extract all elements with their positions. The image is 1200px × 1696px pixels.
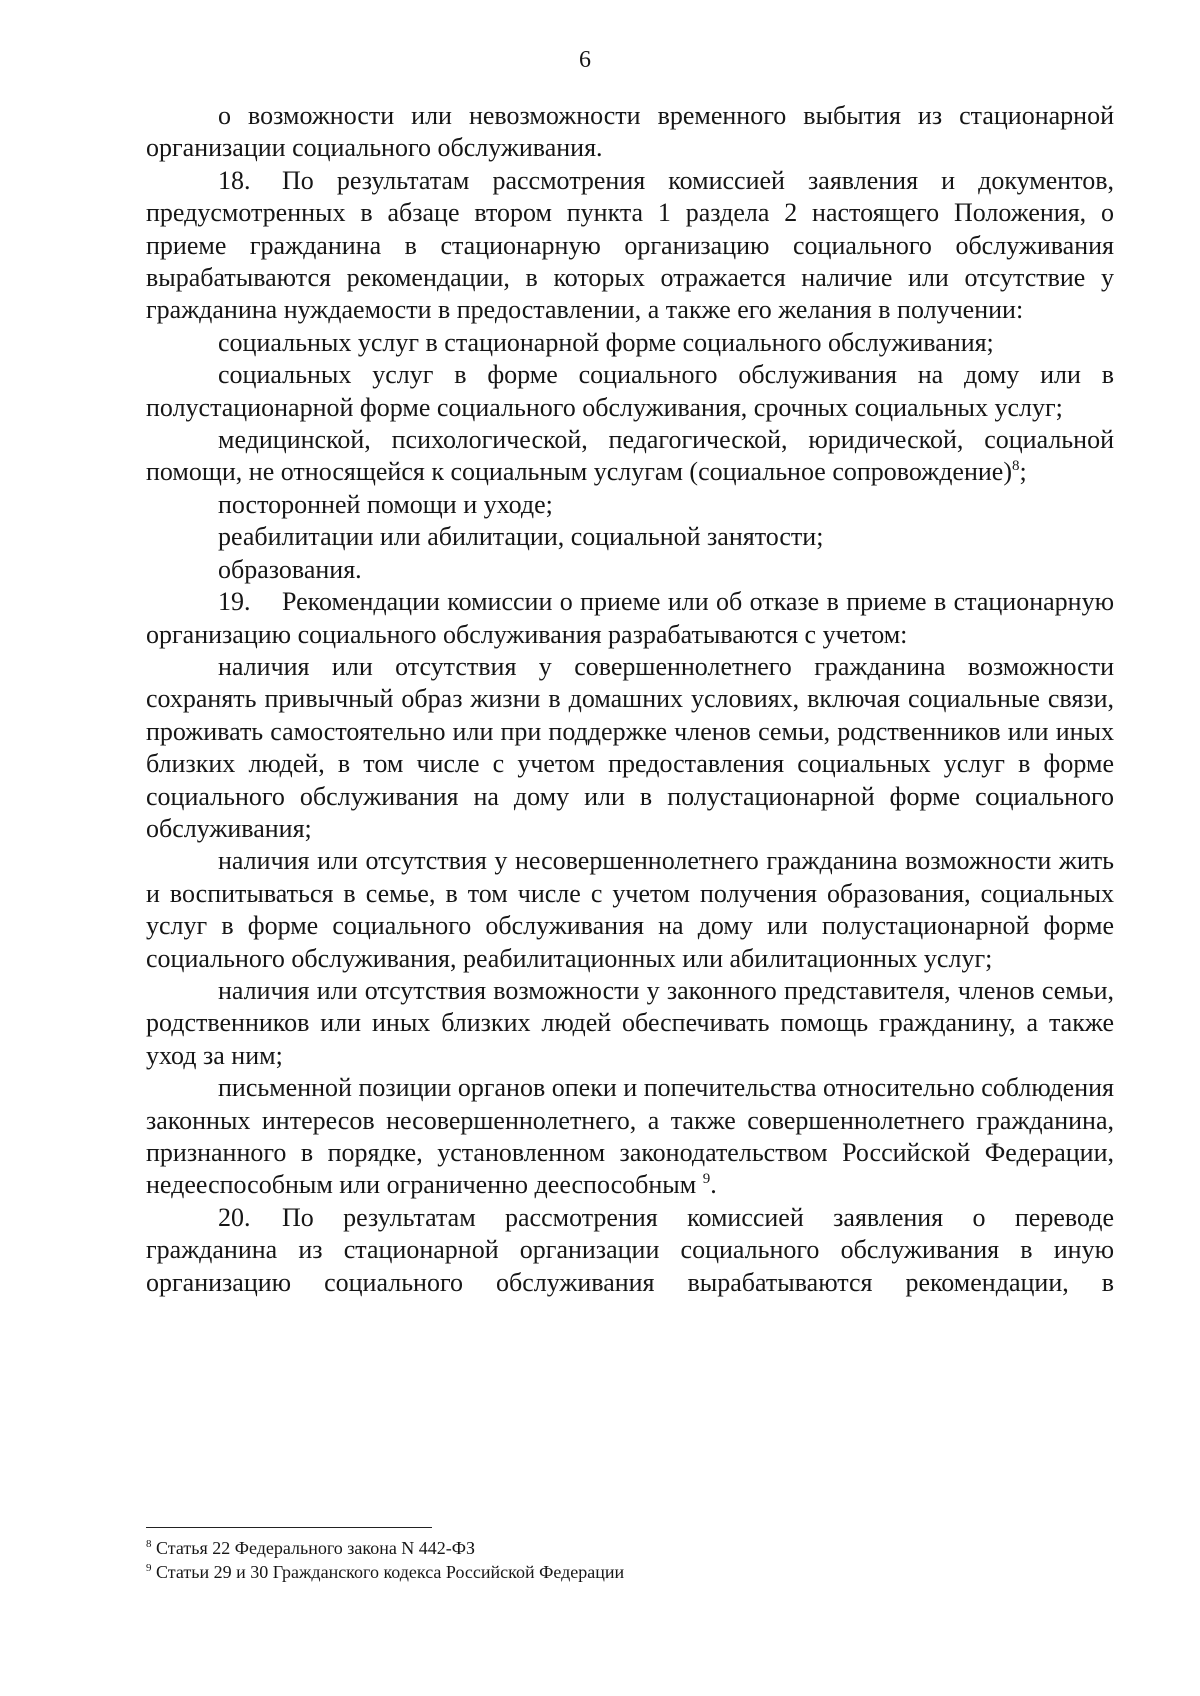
list-item: социальных услуг в форме социального обслуживания на дому или в полустационарной форме социального обслуживания, срочных социальных услуг; [146,360,1114,422]
list-item: реабилитации или абилитации, социальной занятости; [218,522,824,552]
page-number: 6 [579,47,591,73]
footnotes [146,1536,1114,1584]
list-item: образования. [218,554,362,584]
list-item: наличия или отсутствия у несовершеннолетнего гражданина возможности жить и воспитываться в семье, в том числе с учетом получения образования, социальных услуг в форме социального обслуживания на дому или полустационарной форме социального обслуживания, реабилитационных или абилитационных услуг; [146,846,1114,973]
list-item: медицинской, психологической, педагогической, юридической, социальной помощи, не относящейся к социальным услугам (социальное сопровождение)$^8$; [146,425,1114,487]
document-body [146,100,1114,1299]
footnote-mark: 8 [146,1538,152,1550]
footnote-reference: 9 [702,1171,711,1188]
list-item: социальных услуг в стационарной форме социального обслуживания; [218,327,994,357]
footnote-divider [146,1527,432,1528]
footnote-mark: 9 [146,1562,152,1574]
footnote-reference: 8 [1012,458,1020,475]
list-item: письменной позиции органов опеки и попечительства относительно соблюдения законных интересов несовершеннолетнего, а также совершеннолетнего гражданина, признанного в порядке, установленном законодательством Российской Федерации, недееспособным или ограниченно дееспособным $^9$. [146,1073,1114,1200]
paragraph-18: 18. По результатам рассмотрения комиссией заявления и документов, предусмотренных в абзаце втором пункта 1 раздела 2 настоящего Положения, о приеме гражданина в стационарную организацию социального обслуживания вырабатываются рекомендации, в которых отражается наличие или отсутствие у гражданина нуждаемости в предоставлении, а также его желания в получении: [146,165,1114,325]
list-item: посторонней помощи и уходе; [218,489,553,519]
list-item: наличия или отсутствия возможности у законного представителя, членов семьи, родственников или иных близких людей обеспечивать помощь гражданину, а также уход за ним; [146,975,1114,1070]
paragraph-number: 18. [218,165,251,195]
paragraph-number: 19. [218,587,251,617]
paragraph: о возможности или невозможности временного выбытия из стационарной организации социального обслуживания. [146,101,1114,163]
list-item: наличия или отсутствия у совершеннолетнего гражданина возможности сохранять привычный образ жизни в домашних условиях, включая социальные связи, проживать самостоятельно или при поддержке членов семьи, родственников или иных близких людей, в том числе с учетом предоставления социальных услуг в форме социального обслуживания на дому или в полустационарной форме социального обслуживания; [146,651,1114,843]
paragraph-19: 19. Рекомендации комиссии о приеме или об отказе в приеме в стационарную организацию социального обслуживания разрабатываются с учетом: [146,587,1114,649]
paragraph-20: 20. По результатам рассмотрения комиссией заявления о переводе гражданина из стационарной организации социального обслуживания в иную организацию социального обслуживания вырабатываются рекомендации, в [146,1202,1114,1297]
footnote-9: $^9$ Статьи 29 и 30 Гражданского кодекса Российской Федерации [146,1562,625,1582]
paragraph-number: 20. [218,1202,251,1232]
footnote-8: $^8$ Статья 22 Федерального закона N 442-ФЗ [146,1538,476,1558]
